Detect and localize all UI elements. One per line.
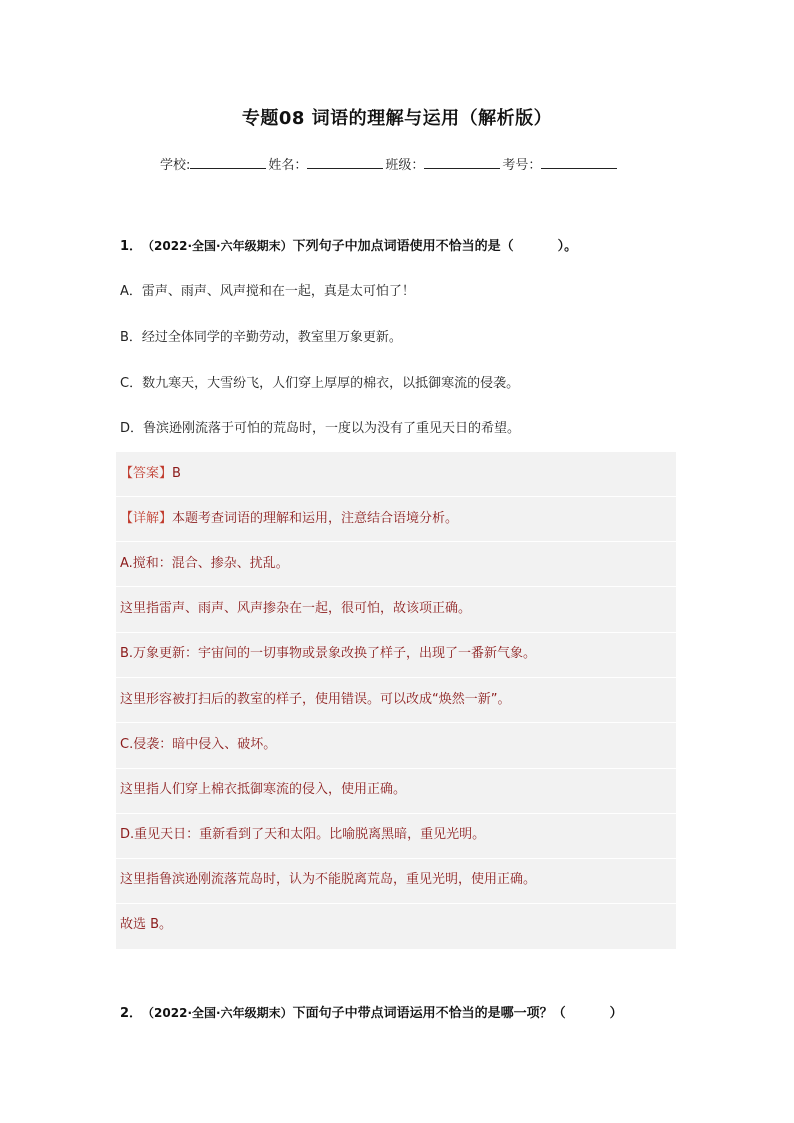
question-1-option-c: C．数九寒天，大雪纷飞，人们穿上厚厚的棉衣，以抵御寒流的侵袭。 (120, 376, 520, 391)
school-blank[interactable] (190, 156, 266, 169)
row-divider (116, 722, 676, 723)
detail-tag: 【详解】 (120, 511, 173, 526)
question-2-text: 下面句子中带点词语运用不恰当的是哪一项？（ (292, 1006, 566, 1021)
explanation-line-2: 这里指雷声、雨声、风声掺杂在一起，很可怕，故该项正确。 (120, 601, 472, 616)
class-label: 班级： (385, 158, 425, 173)
row-divider (116, 541, 676, 542)
row-divider (116, 768, 676, 769)
document-title: 专题08 词语的理解与运用（解析版） (241, 108, 553, 129)
row-divider (116, 496, 676, 497)
answer-tag: 【答案】 (120, 466, 173, 481)
row-divider (116, 677, 676, 678)
name-label: 姓名： (268, 158, 308, 173)
question-2-number: 2． (120, 1006, 143, 1021)
question-1-option-b: B．经过全体同学的辛勤劳动，教室里万象更新。 (120, 330, 402, 345)
question-1-option-a: A．雷声、雨声、风声搅和在一起，真是太可怕了！ (120, 284, 415, 299)
row-divider (116, 813, 676, 814)
detail-line (120, 507, 458, 526)
question-2-source: （2022·全国·六年级期末） (148, 1006, 293, 1020)
id-blank[interactable] (541, 156, 617, 169)
explanation-line-5: C.侵袭：暗中侵入、破坏。 (120, 737, 277, 752)
question-1-stem (120, 235, 577, 254)
question-1-number: 1． (120, 239, 143, 254)
school-label: 学校: (160, 158, 191, 173)
explanation-line-4: 这里形容被打扫后的教室的样子，使用错误。可以改成“焕然一新”。 (120, 692, 511, 707)
answer-line (120, 462, 181, 481)
explanation-line-6: 这里指人们穿上棉衣抵御寒流的侵入，使用正确。 (120, 782, 407, 797)
id-label: 考号： (502, 158, 542, 173)
explanation-line-8: 这里指鲁滨逊刚流落荒岛时，认为不能脱离荒岛，重见光明，使用正确。 (120, 872, 537, 887)
name-blank[interactable] (307, 156, 383, 169)
question-2-stem (120, 1002, 623, 1021)
row-divider (116, 632, 676, 633)
question-1-option-d: D．鲁滨逊刚流落于可怕的荒岛时，一度以为没有了重见天日的希望。 (120, 421, 521, 436)
row-divider (116, 858, 676, 859)
answer-value: B (172, 466, 181, 481)
question-2-text-end: ） (609, 1006, 623, 1021)
student-info-line (160, 154, 619, 173)
explanation-line-7: D.重见天日：重新看到了天和太阳。比喻脱离黑暗，重见光明。 (120, 827, 486, 842)
row-divider (116, 903, 676, 904)
explanation-line-3: B.万象更新：宇宙间的一切事物或景象改换了样子，出现了一番新气象。 (120, 646, 537, 661)
question-1-text-end: ）。 (557, 239, 578, 254)
question-1-source: （2022·全国·六年级期末） (148, 239, 293, 253)
class-blank[interactable] (424, 156, 500, 169)
detail-text: 本题考查词语的理解和运用，注意结合语境分析。 (172, 511, 459, 526)
row-divider (116, 586, 676, 587)
explanation-line-1: A.搅和：混合、掺杂、扰乱。 (120, 556, 289, 571)
explanation-line-9: 故选 B。 (120, 917, 173, 932)
question-1-text: 下列句子中加点词语使用不恰当的是（ (292, 239, 514, 254)
